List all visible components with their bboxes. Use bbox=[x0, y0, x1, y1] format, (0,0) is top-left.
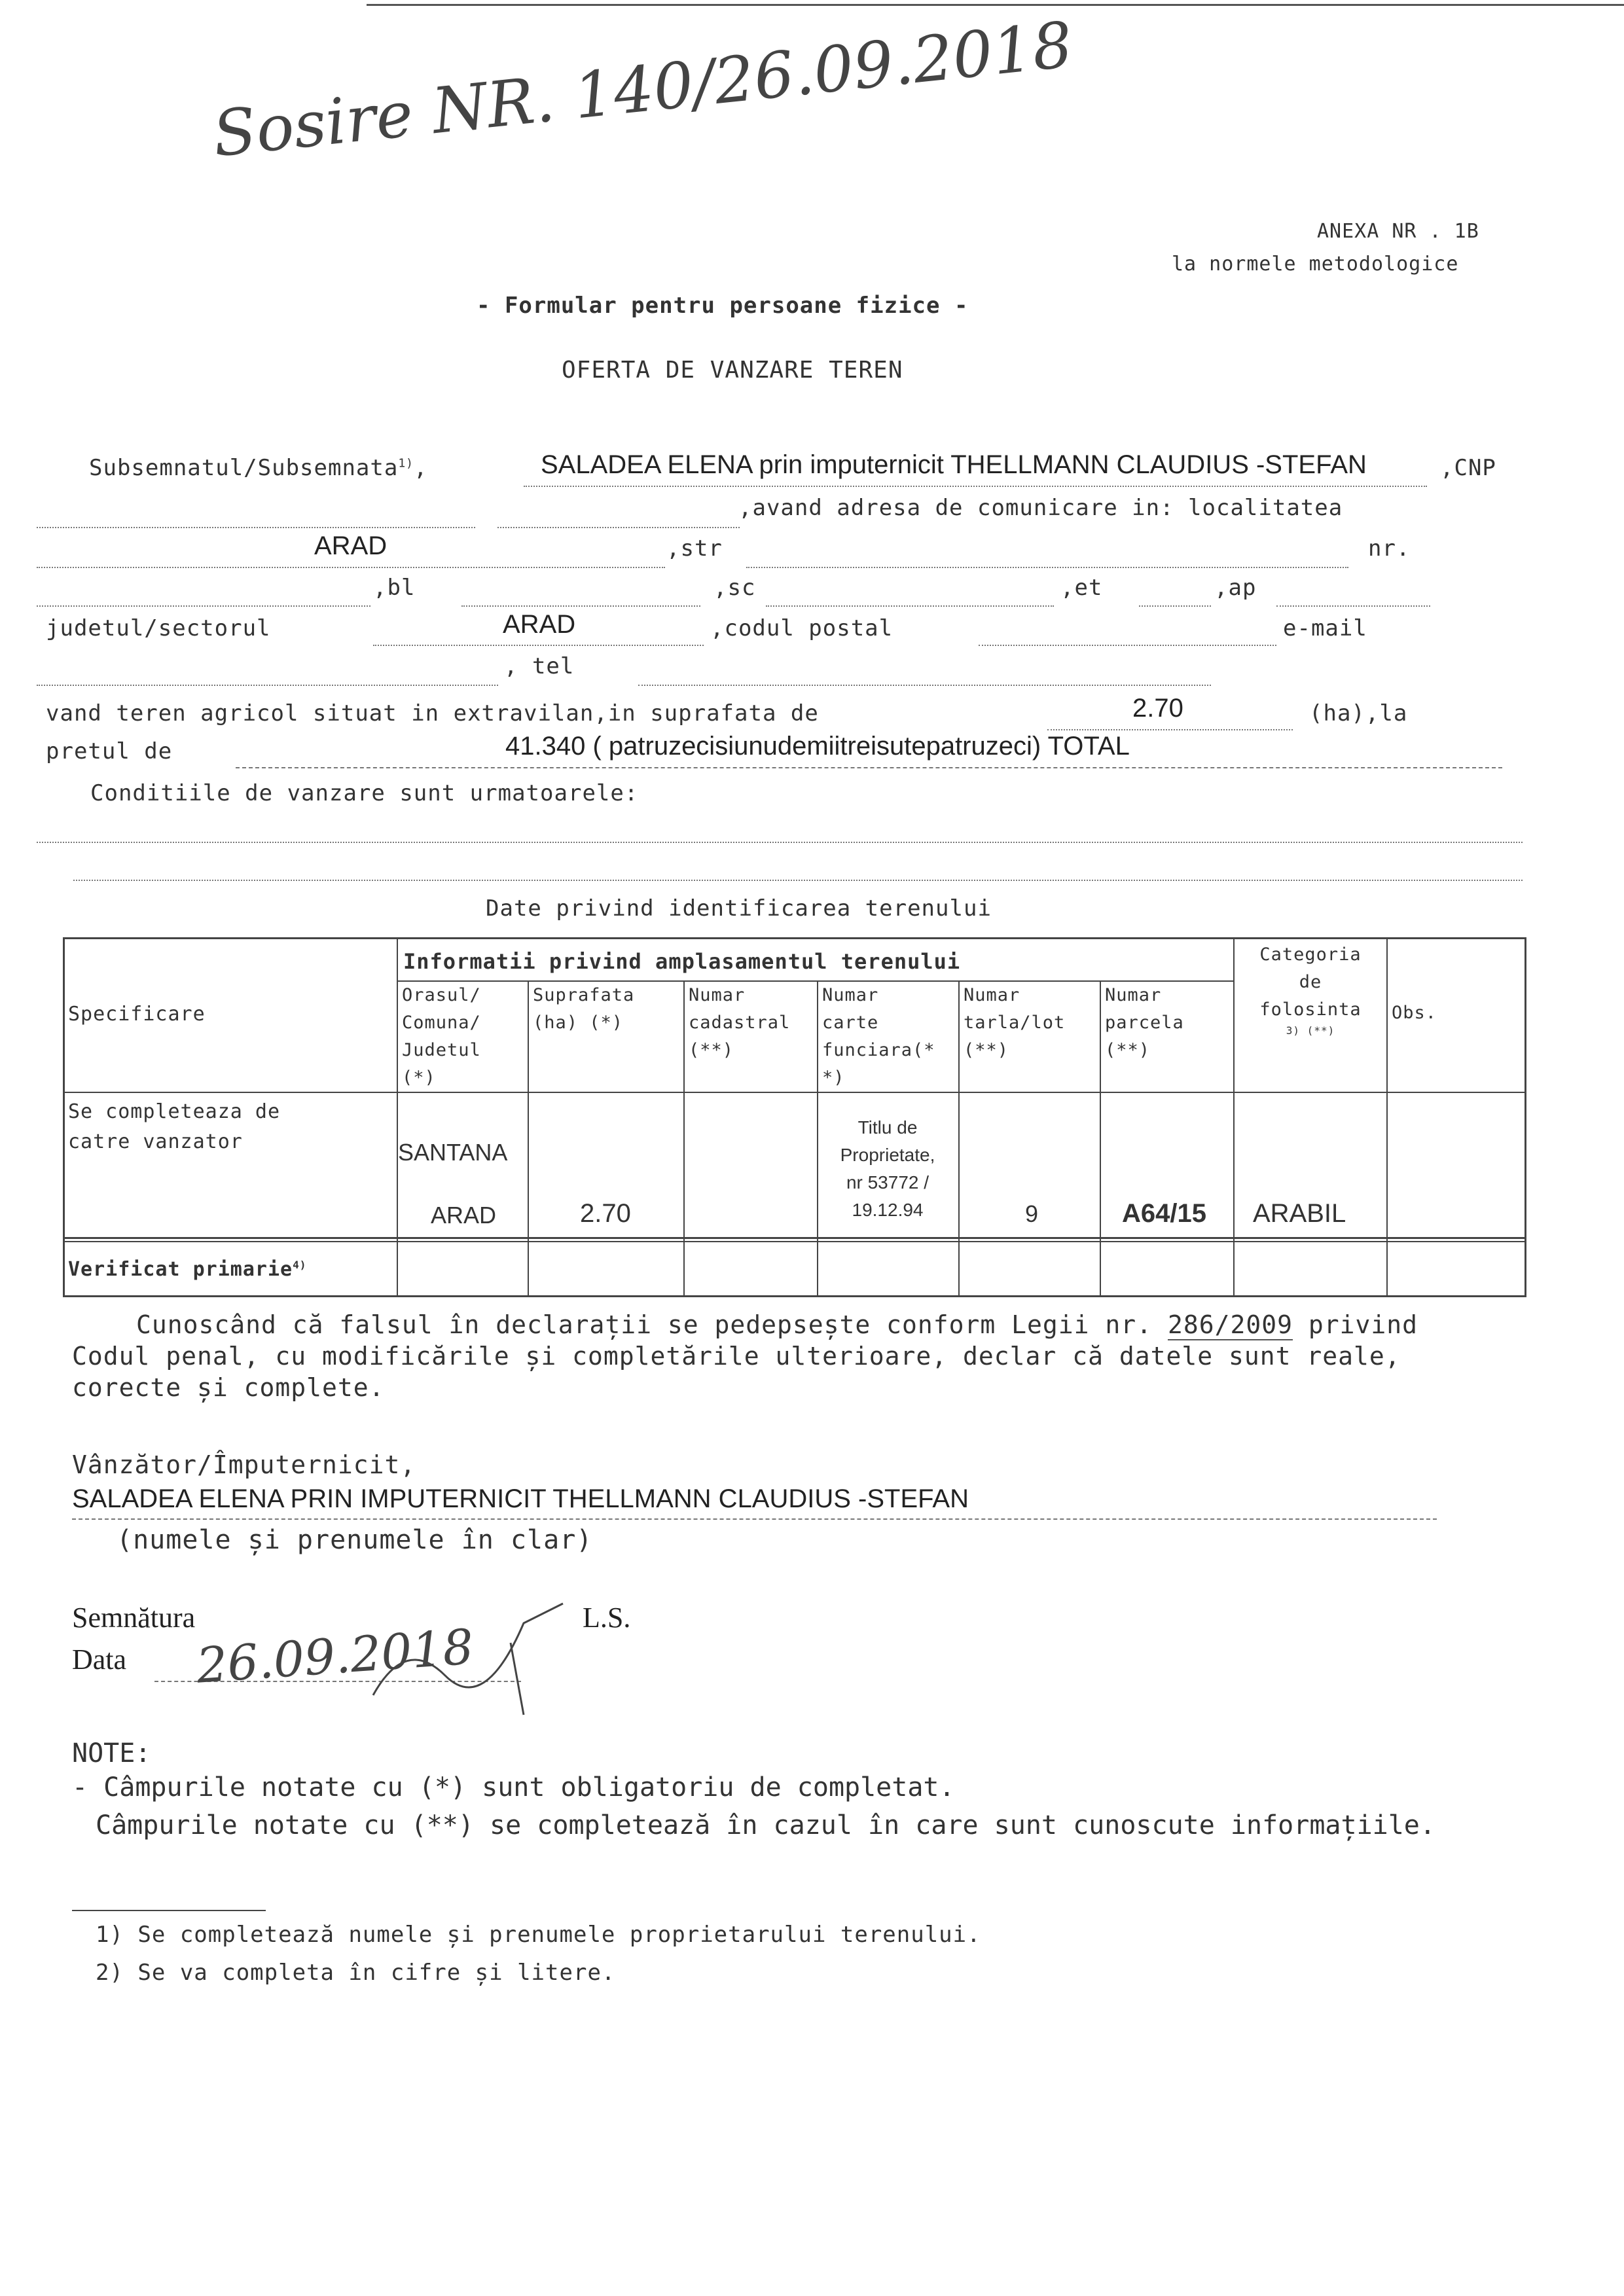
header-group: Informatii privind amplasamentul terenului bbox=[403, 949, 961, 974]
adresa-label: ,avand adresa de comunicare in: localitatea bbox=[738, 495, 1343, 521]
header-categoria: Categoria de folosinta 3) (**) bbox=[1259, 944, 1362, 1037]
suprafata-value: 2.70 bbox=[1132, 694, 1183, 723]
cod-label: ,codul postal bbox=[710, 615, 893, 641]
suprafata-dotted-line bbox=[1047, 729, 1293, 730]
footnote-2: 2) Se va completa în cifre și litere. bbox=[96, 1960, 616, 1986]
top-border bbox=[367, 4, 1624, 6]
declaration-line-2: Codul penal, cu modificările și completările ulterioare, declar că datele sunt reale, bbox=[72, 1342, 1401, 1371]
ls-label: L.S. bbox=[583, 1602, 631, 1634]
note-2: Câmpurile notate cu (**) se completează în cazul în care sunt cunoscute informațiile. bbox=[96, 1810, 1435, 1840]
bl-label: ,bl bbox=[373, 575, 416, 601]
header-suprafata: Suprafata (ha) (*) bbox=[533, 985, 635, 1033]
header-obs: Obs. bbox=[1392, 1003, 1437, 1023]
cnp-label: ,CNP bbox=[1440, 455, 1496, 481]
row1-orasul-1: SANTANA bbox=[398, 1139, 508, 1166]
seller-label: Vânzător/Împuternicit, bbox=[72, 1450, 416, 1479]
ap-dotted-line bbox=[1276, 605, 1430, 607]
header-parcela: Numar parcela (**) bbox=[1105, 985, 1184, 1060]
subsemnatul-dotted-line bbox=[524, 486, 1427, 487]
conditii-dotted-line-2 bbox=[73, 880, 1523, 881]
nr-label: nr. bbox=[1368, 535, 1411, 562]
header-carte: Numar carte funciara(* *) bbox=[822, 985, 935, 1088]
subsemnatul-value: SALADEA ELENA prin imputernicit THELLMANN CLAUDIUS -STEFAN bbox=[541, 450, 1367, 479]
ha-label: (ha),la bbox=[1309, 700, 1408, 726]
semnatura-label: Semnătura bbox=[72, 1602, 196, 1634]
header-cadastral: Numar cadastral (**) bbox=[689, 985, 791, 1060]
handwritten-date: 26.09.2018 bbox=[194, 1619, 476, 1695]
ap-label: ,ap bbox=[1214, 575, 1257, 601]
footnote-1: 1) Se completează numele și prenumele proprietarului terenului. bbox=[96, 1922, 981, 1948]
cod-dotted-line bbox=[979, 645, 1276, 646]
et-label: ,et bbox=[1060, 575, 1103, 601]
localitatea-dotted-line bbox=[37, 567, 665, 568]
row2-label: Verificat primarie$^{4)}$ bbox=[68, 1258, 307, 1281]
tel-dotted-line bbox=[638, 685, 1211, 686]
declaration-line-3: corecte și complete. bbox=[72, 1373, 385, 1402]
form-subtitle: - Formular pentru persoane fizice - bbox=[477, 293, 969, 319]
identification-table bbox=[63, 937, 1526, 1297]
cnp-dotted-line-1 bbox=[37, 527, 475, 528]
judet-dotted-line bbox=[373, 645, 704, 646]
row1-categoria: ARABIL bbox=[1253, 1199, 1346, 1228]
email-label: e-mail bbox=[1283, 615, 1367, 641]
row1-tarla: 9 bbox=[1025, 1200, 1039, 1227]
seller-name: SALADEA ELENA PRIN IMPUTERNICIT THELLMANN CLAUDIUS -STEFAN bbox=[72, 1484, 969, 1513]
row1-label: Se completeaza de catre vanzator bbox=[68, 1100, 281, 1153]
pret-label: pretul de bbox=[46, 738, 173, 764]
conditii-dotted-line-1 bbox=[37, 842, 1523, 843]
form-title: OFERTA DE VANZARE TEREN bbox=[562, 357, 903, 384]
cnp-dotted-line-2 bbox=[497, 527, 740, 528]
signature-scribble-icon bbox=[367, 1597, 576, 1728]
conditii-label: Conditiile de vanzare sunt urmatoarele: bbox=[90, 780, 639, 806]
row1-carte: Titlu de Proprietate, nr 53772 / 19.12.94 bbox=[840, 1117, 935, 1220]
et-dotted-line bbox=[1139, 605, 1211, 607]
pret-value: 41.340 ( patruzecisiunudemiitreisutepatruzeci) TOTAL bbox=[505, 732, 1130, 761]
judet-label: judetul/sectorul bbox=[46, 615, 271, 641]
header-specificare: Specificare bbox=[68, 1003, 206, 1026]
header-tarla: Numar tarla/lot (**) bbox=[964, 985, 1066, 1060]
seller-caption: (numele și prenumele în clar) bbox=[117, 1525, 593, 1555]
subsemnatul-label: Subsemnatul/Subsemnata$^{1)}$, bbox=[89, 455, 428, 481]
judet-value: ARAD bbox=[503, 610, 576, 639]
footnote-divider bbox=[72, 1910, 266, 1911]
pret-dashed-line bbox=[236, 767, 1502, 768]
str-label: ,str bbox=[666, 535, 723, 562]
tel-label: , tel bbox=[504, 653, 575, 679]
str-dotted-line bbox=[746, 567, 1348, 568]
note-1: - Câmpurile notate cu (*) sunt obligatoriu de completat. bbox=[72, 1772, 955, 1803]
seller-dashed-line bbox=[72, 1518, 1437, 1520]
header-orasul: Orasul/ Comuna/ Judetul (*) bbox=[402, 985, 481, 1088]
sc-dotted-line bbox=[766, 605, 1054, 607]
sc-label: ,sc bbox=[713, 575, 756, 601]
row1-suprafata: 2.70 bbox=[580, 1199, 631, 1228]
table-caption: Date privind identificarea terenului bbox=[486, 895, 992, 922]
handwritten-registration-number: Sosire NR. 140/26.09.2018 bbox=[209, 8, 1076, 171]
nr-dotted-line bbox=[37, 605, 370, 607]
localitatea-value: ARAD bbox=[314, 531, 388, 560]
row1-parcela: A64/15 bbox=[1122, 1199, 1206, 1228]
bl-dotted-line bbox=[461, 605, 700, 607]
annex-number: ANEXA NR . 1B bbox=[1317, 220, 1479, 243]
email-dotted-line bbox=[37, 685, 498, 686]
row1-orasul-2: ARAD bbox=[431, 1202, 497, 1229]
data-label: Data bbox=[72, 1643, 127, 1676]
notes-title: NOTE: bbox=[72, 1738, 151, 1768]
declaration-line-1: Cunoscând că falsul în declarații se pedepsește conform Legii nr. 286/2009 privind bbox=[136, 1310, 1418, 1339]
vand-label: vand teren agricol situat in extravilan,in suprafata de bbox=[46, 700, 819, 726]
annex-norms: la normele metodologice bbox=[1172, 253, 1459, 276]
